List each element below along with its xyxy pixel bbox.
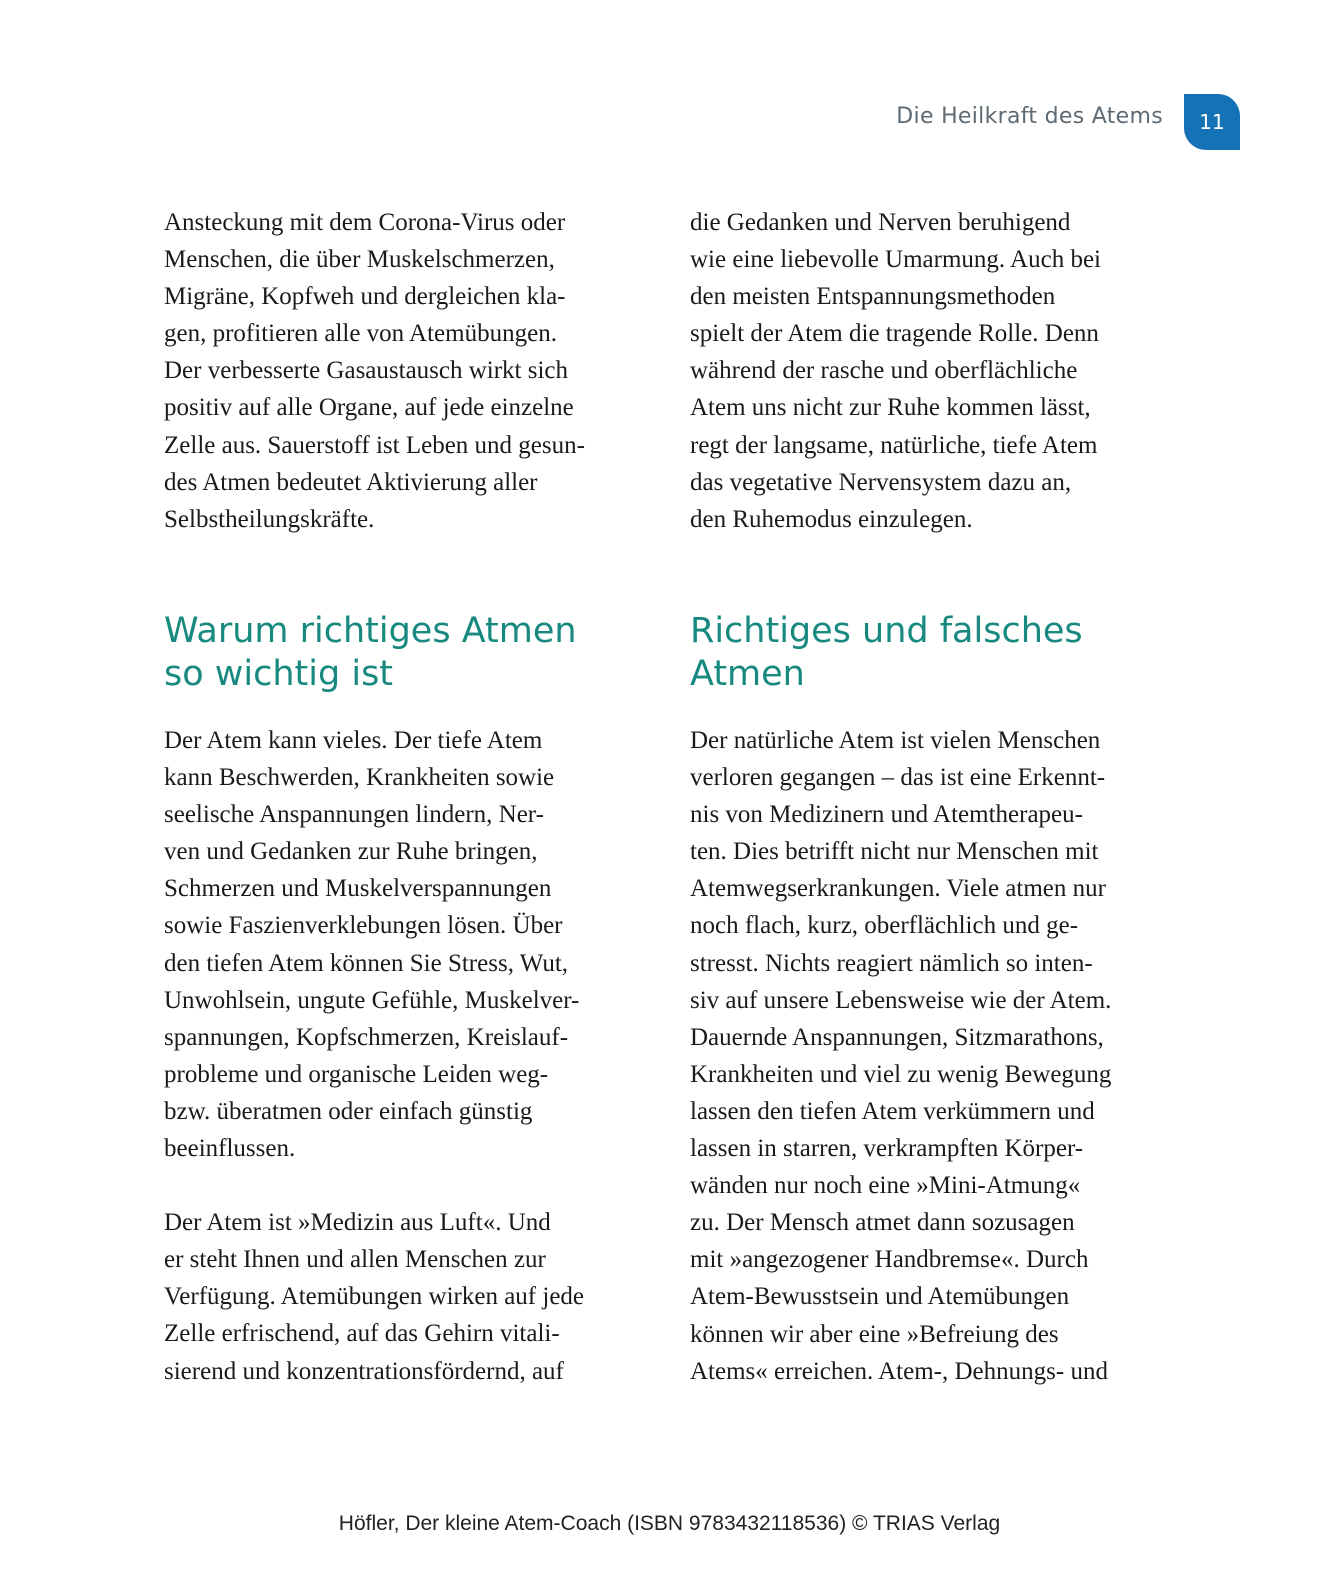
text-line: nis von Medizinern und Atemtherapeu- (690, 801, 1083, 829)
paragraph (164, 1204, 644, 1389)
text-line: Krankheiten und viel zu wenig Bewegung (690, 1060, 1112, 1088)
text-line: Schmerzen und Muskelverspannungen (164, 875, 552, 903)
text-line: Verfügung. Atemübungen wirken auf jede (164, 1283, 585, 1311)
text-line: wie eine liebevolle Umarmung. Auch bei (690, 246, 1101, 274)
text-line: verloren gegangen – das ist eine Erkennt- (690, 764, 1106, 792)
paragraph (164, 722, 644, 1167)
text-line: beeinflussen. (164, 1135, 296, 1163)
text-line: probleme und organische Leiden weg- (164, 1060, 549, 1088)
text-line: Atems« erreichen. Atem-, Dehnungs- und (690, 1357, 1108, 1385)
text-line: Der Atem kann vieles. Der tiefe Atem (164, 727, 543, 754)
text-line: sierend und konzentrationsfördernd, auf (164, 1357, 564, 1385)
text-line: Der Atem ist »Medizin aus Luft«. Und (164, 1209, 551, 1237)
text-line: regt der langsame, natürliche, tiefe Atem (690, 431, 1098, 459)
section-heading-warum (164, 610, 644, 696)
section-heading-richtiges (690, 610, 1170, 696)
top-right-paragraph (690, 204, 1170, 538)
text-line: sowie Faszienverklebungen lösen. Über (164, 912, 563, 940)
top-left-paragraph (164, 204, 644, 538)
text-line: Menschen, die über Muskelschmerzen, (164, 246, 555, 274)
text-line: den meisten Entspannungsmethoden (690, 283, 1056, 311)
text-line: ven und Gedanken zur Ruhe bringen, (164, 838, 538, 866)
text-line: spielt der Atem die tragende Rolle. Denn (690, 320, 1099, 348)
text-line: Atem-Bewusstsein und Atemübungen (690, 1283, 1070, 1311)
text-line: zu. Der Mensch atmet dann sozusagen (690, 1209, 1075, 1237)
text-line: die Gedanken und Nerven beruhigend (690, 209, 1071, 236)
text-line: Atemwegserkrankungen. Viele atmen nur (690, 875, 1106, 903)
page-number: 11 (1199, 110, 1225, 134)
page-number-tab (1184, 94, 1240, 150)
text-line: Dauernde Anspannungen, Sitzmarathons, (690, 1023, 1104, 1051)
text-line: Ansteckung mit dem Corona-Virus oder (164, 209, 566, 236)
text-line: das vegetative Nervensystem dazu an, (690, 468, 1072, 496)
text-line: spannungen, Kopfschmerzen, Kreislauf- (164, 1023, 569, 1051)
left-body-text (164, 722, 644, 1390)
heading-line: so wichtig ist (164, 654, 394, 694)
text-line: Der natürliche Atem ist vielen Menschen (690, 727, 1101, 754)
text-line: den Ruhemodus einzulegen. (690, 505, 973, 533)
text-line: Der verbesserte Gasaustausch wirkt sich (164, 357, 569, 385)
text-line: stresst. Nichts reagiert nämlich so inten- (690, 949, 1093, 977)
paragraph-spacer (164, 1167, 644, 1204)
right-body-text (690, 722, 1170, 1390)
text-line: Migräne, Kopfweh und dergleichen kla- (164, 283, 566, 311)
text-line: lassen in starren, verkrampften Körper- (690, 1135, 1084, 1163)
footer-citation: Höfler, Der kleine Atem-Coach (ISBN 9783432118536) © TRIAS Verlag (338, 1512, 1001, 1535)
text-line: Atem uns nicht zur Ruhe kommen lässt, (690, 394, 1091, 422)
text-line: wänden nur noch eine »Mini-Atmung« (690, 1172, 1081, 1200)
text-line: positiv auf alle Organe, auf jede einzelne (164, 394, 574, 422)
text-line: Zelle aus. Sauerstoff ist Leben und gesun- (164, 431, 585, 459)
text-line: seelische Anspannungen lindern, Ner- (164, 801, 544, 829)
text-line: ten. Dies betrifft nicht nur Menschen mit (690, 838, 1099, 866)
text-line: mit »angezogener Handbremse«. Durch (690, 1246, 1089, 1274)
heading-line: Warum richtiges Atmen (164, 611, 577, 651)
text-line: Unwohlsein, ungute Gefühle, Muskelver- (164, 986, 580, 1014)
text-line: bzw. überatmen oder einfach günstig (164, 1097, 533, 1125)
heading-line: Richtiges und falsches (690, 611, 1083, 651)
text-line: siv auf unsere Lebensweise wie der Atem. (690, 986, 1112, 1014)
text-line: während der rasche und oberflächliche (690, 357, 1078, 385)
text-line: lassen den tiefen Atem verkümmern und (690, 1097, 1095, 1125)
text-line: gen, profitieren alle von Atemübungen. (164, 320, 557, 348)
heading-line: Atmen (690, 654, 805, 694)
text-line: er steht Ihnen und allen Menschen zur (164, 1246, 546, 1274)
text-line: kann Beschwerden, Krankheiten sowie (164, 764, 555, 792)
text-line: Zelle erfrischend, auf das Gehirn vitali- (164, 1320, 560, 1348)
text-line: des Atmen bedeutet Aktivierung aller (164, 468, 538, 496)
text-line: noch flach, kurz, oberflächlich und ge- (690, 912, 1079, 940)
running-head: Die Heilkraft des Atems (896, 104, 1163, 129)
text-line: den tiefen Atem können Sie Stress, Wut, (164, 949, 569, 977)
text-line: können wir aber eine »Befreiung des (690, 1320, 1059, 1348)
text-line: Selbstheilungskräfte. (164, 505, 375, 533)
